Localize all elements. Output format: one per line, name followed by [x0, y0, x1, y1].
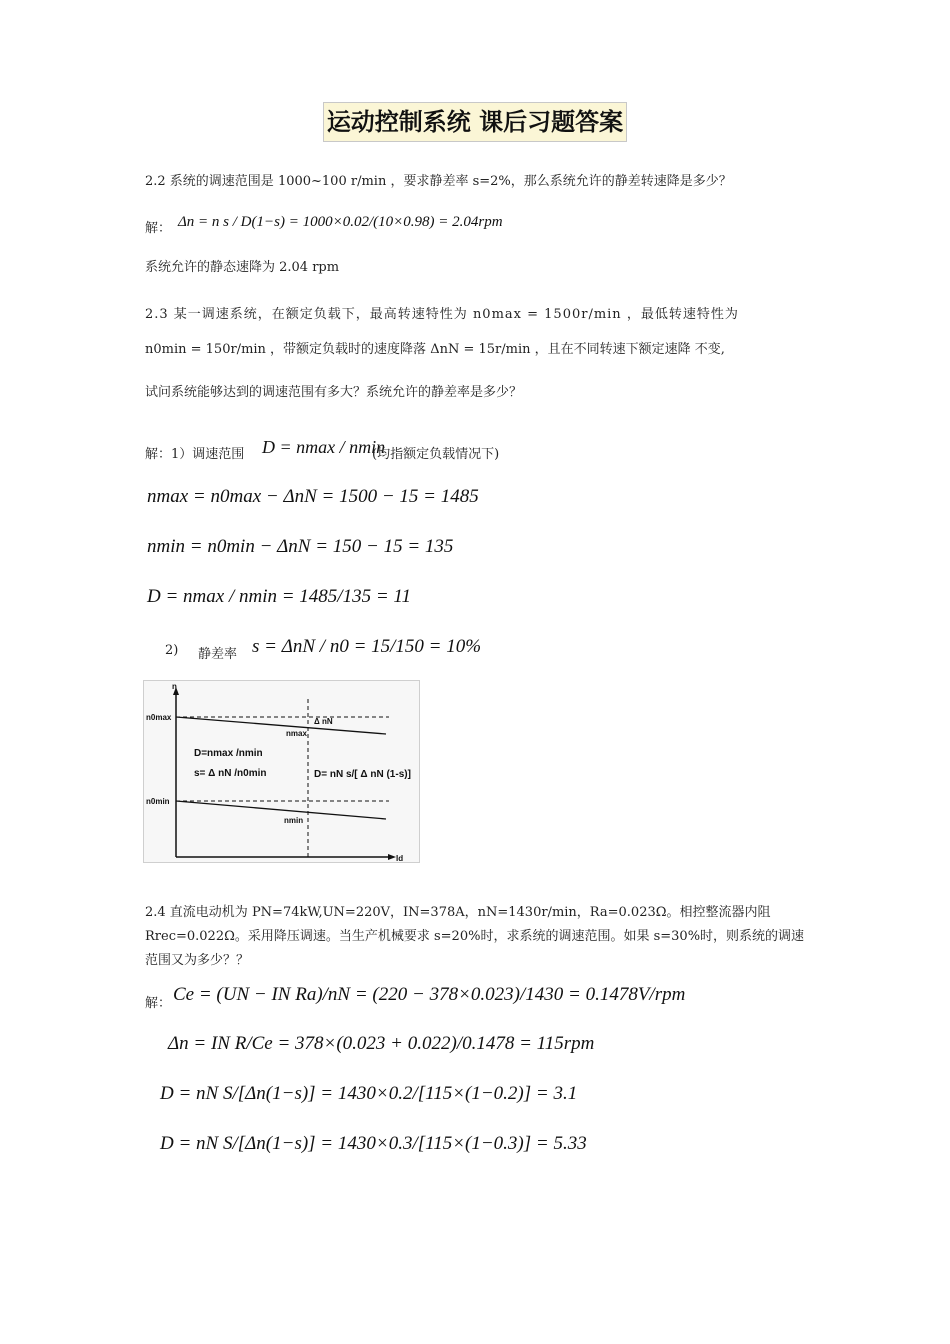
y-axis-label: n [172, 682, 177, 691]
solution-2-3-part2-number: 2) [165, 643, 179, 658]
speed-characteristic-figure [143, 680, 420, 863]
equation-delta-n: Δn = IN R/Ce = 378×(0.023 + 0.022)/0.1478 = 115rpm [168, 1033, 595, 1054]
equation-s: s = ΔnN / n0 = 15/150 = 10% [252, 636, 482, 657]
question-2-3-line3: 试问系统能够达到的调速范围有多大？系统允许的静差率是多少？ [145, 385, 523, 400]
label-n0max: n0max [146, 713, 172, 722]
x-axis-arrow [388, 854, 396, 860]
question-2-3-line2: n0min = 150r/min ，带额定负载时的速度降落 ΔnN = 15r/min ，且在不同转速下额定速降 不变, [145, 342, 725, 357]
solution-2-3-d-formula: D = nmax / nmin [262, 437, 386, 457]
speed-characteristic-diagram [144, 681, 419, 862]
equation-ce: Ce = (UN − IN Ra)/nN = (220 − 378×0.023)/1430 = 0.1478V/rpm [173, 984, 686, 1005]
solution-2-3-label: 解：1）调速范围 [145, 447, 245, 462]
question-2-4: 2.4 直流电动机为 PN=74kW,UN=220V，IN=378A，nN=1430r/min，Ra=0.023Ω。相控整流器内阻 Rrec=0.022Ω。采用降压调速。当生产机械要求 s=20%时，求系统的调速范围。如果 s=30%时，则系统的调速范围又为多少？？ [145, 905, 805, 968]
question-2-2: 2.2 系统的调速范围是 1000~100 r/min ，要求静差率 s=2%，那么系统允许的静差转速降是多少？ [145, 174, 732, 189]
formula-s: s= Δ nN /n0min [194, 768, 267, 779]
equation-nmax: nmax = n0max − ΔnN = 1500 − 15 = 1485 [147, 486, 479, 507]
label-n0min: n0min [146, 797, 170, 806]
label-delta-nN: Δ nN [314, 717, 333, 726]
formula-D-rated: D= nN s/[ Δ nN (1-s)] [314, 769, 411, 780]
equation-nmin: nmin = n0min − ΔnN = 150 − 15 = 135 [147, 536, 454, 557]
lower-characteristic-line [176, 801, 386, 819]
conclusion-2-2: 系统允许的静态速降为 2.04 rpm [145, 260, 340, 275]
solution-2-2-label: 解： [145, 221, 172, 236]
upper-characteristic-line [176, 717, 386, 734]
equation-d: D = nmax / nmin = 1485/135 = 11 [147, 586, 411, 607]
equation-d-s20: D = nN S/[Δn(1−s)] = 1430×0.2/[115×(1−0.2)] = 3.1 [160, 1083, 578, 1104]
question-2-3-line1: 2.3 某一调速系统，在额定负载下，最高转速特性为 n0max = 1500r/min ，最低转速特性为 [145, 307, 739, 322]
formula-D: D=nmax /nmin [194, 748, 263, 759]
equation-d-s30: D = nN S/[Δn(1−s)] = 1430×0.3/[115×(1−0.3)] = 5.33 [160, 1133, 587, 1154]
page-title: 运动控制系统 课后习题答案 [323, 102, 627, 142]
label-nmin: nmin [284, 816, 304, 825]
solution-2-3-note: (均指额定负载情况下) [372, 447, 500, 462]
solution-2-3-part2-label: 静差率 [198, 647, 238, 662]
label-nmax: nmax [286, 729, 307, 738]
solution-2-2-formula: Δn = n s / D(1−s) = 1000×0.02/(10×0.98) = 2.04rpm [178, 214, 503, 230]
solution-2-4-label: 解： [145, 996, 172, 1011]
x-axis-label: Id [396, 854, 404, 862]
